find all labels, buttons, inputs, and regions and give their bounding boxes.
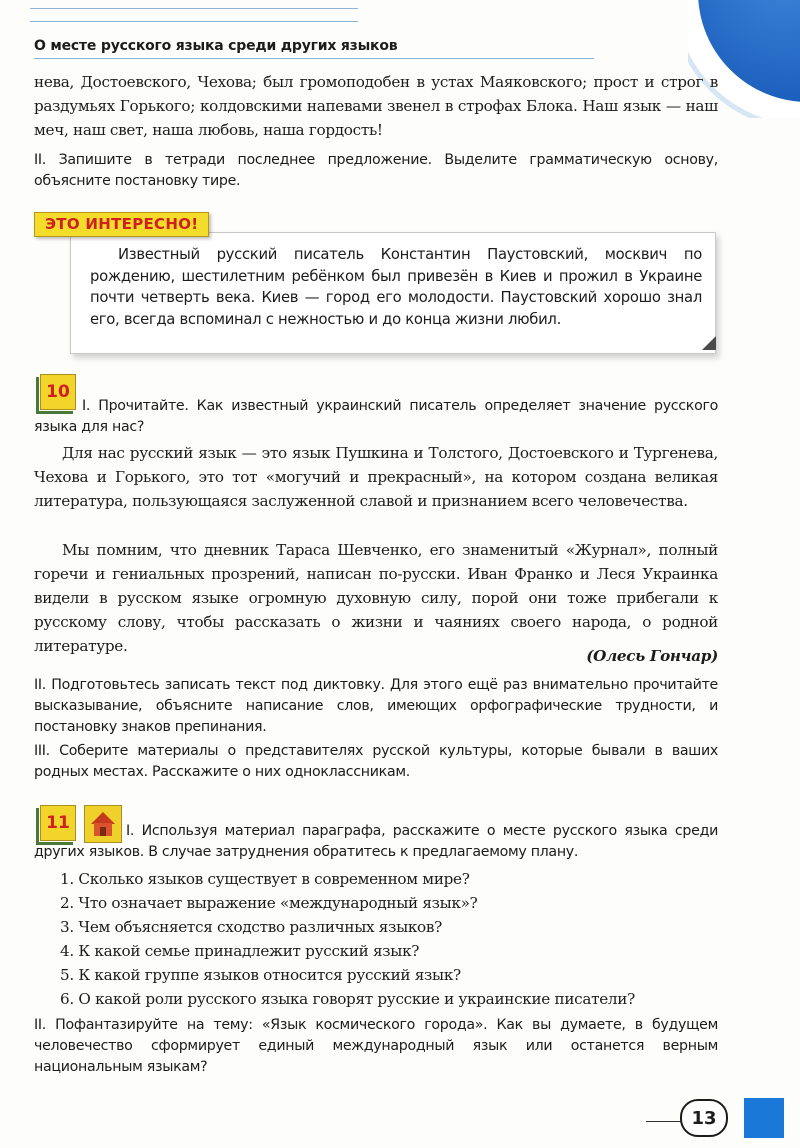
exercise-11-task-1: I. Используя материал параграфа, расскажите о месте русского языка среди других языков. В случае затруднения обратитесь к предлагаемому плану.	[34, 823, 718, 860]
exercise-11-task-2: II. Пофантазируйте на тему: «Язык космического города». Как вы думаете, в будущем человечество сформирует единый международный язык или останется верным национальным языкам?	[34, 1017, 718, 1075]
exercise-10-number: 10	[46, 382, 70, 402]
top-paragraph: нева, Достоевского, Чехова; был громоподобен в устах Маяковского; прост и строг в раздумьях Горького; колдовскими напевами звенел в строфах Блока. Наш язык — наш меч, наш свет, наша любовь, наша гордость!	[34, 73, 718, 139]
exercise-10-paragraph-2: Мы помним, что дневник Тараса Шевченко, его знаменитый «Журнал», полный горечи и гениальных прозрений, написан по-русски. Иван Франко и Леся Украинка видели в русском языке огромную духовную силу, порой они тоже прибегали к русскому слову, чтобы рассказать о жизни и чаяниях своего народа, о родной литературе.	[34, 541, 718, 655]
plan-item: 4. К какой семье принадлежит русский язык?	[60, 942, 420, 960]
plan-list	[60, 867, 720, 1011]
plan-item: 5. К какой группе языков относится русский язык?	[60, 966, 461, 984]
exercise-10-task-1: I. Прочитайте. Как известный украинский писатель определяет значение русского языка для нас?	[34, 398, 718, 435]
task-write-sentence: II. Запишите в тетради последнее предложение. Выделите грамматическую основу, объясните постановку тире.	[34, 152, 718, 189]
exercise-10-paragraph-1: Для нас русский язык — это язык Пушкина и Толстого, Достоевского и Тургенева, Чехова и Горького, это тот «могучий и прекрасный», на котором создана великая литература, пользующаяся заслуженной славой и признанием всего человечества.	[34, 444, 718, 510]
header-decoration-lines	[30, 8, 358, 22]
interesting-label: ЭТО ИНТЕРЕСНО!	[34, 212, 209, 237]
plan-item: 1. Сколько языков существует в современном мире?	[60, 870, 470, 888]
page-corner-block	[744, 1098, 784, 1138]
page-number-rule	[646, 1121, 682, 1122]
exercise-10-author: (Олесь Гончар)	[586, 647, 718, 665]
running-header-title: О месте русского языка среди других языков	[34, 38, 594, 59]
plan-item: 6. О какой роли русского языка говорят русские и украинские писатели?	[60, 990, 635, 1008]
plan-item: 3. Чем объясняется сходство различных языков?	[60, 918, 442, 936]
exercise-11-number: 11	[46, 813, 70, 833]
interesting-text: Известный русский писатель Константин Паустовский, москвич по рождению, шестилетним ребёнком был привезён в Киев и прожил в Украине почти четверть века. Киев — город его молодости. Паустовский хорошо знал его, всегда вспоминал с нежностью и до конца жизни любил.	[90, 246, 702, 328]
plan-item: 2. Что означает выражение «международный язык»?	[60, 894, 478, 912]
exercise-10-task-2: II. Подготовьтесь записать текст под диктовку. Для этого ещё раз внимательно прочитайте высказывание, объясните написание слов, имеющих орфографические трудности, и постановку знаков препинания.	[34, 677, 718, 735]
exercise-10-task-3: III. Соберите материалы о представителях русской культуры, которые бывали в ваших родных местах. Расскажите о них одноклассникам.	[34, 743, 718, 780]
page-number: 13	[680, 1099, 728, 1137]
